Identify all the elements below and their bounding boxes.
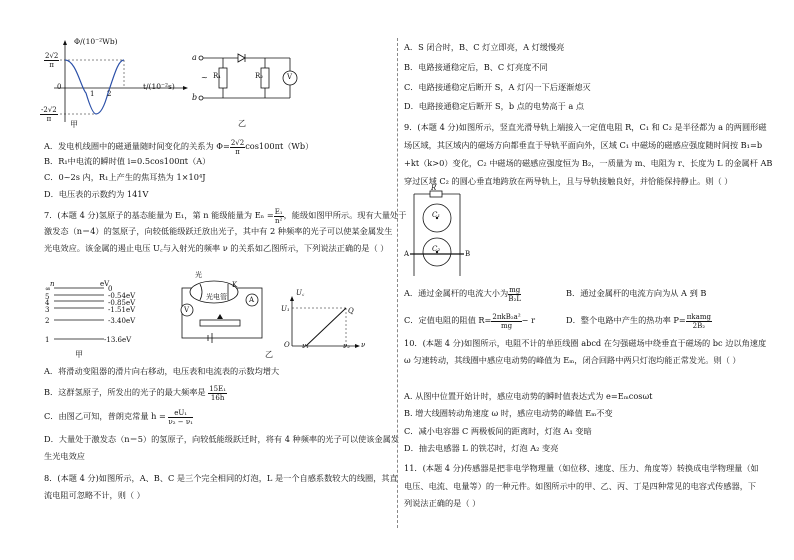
q7-stem-line3: 光电效应。该金属的遏止电压 U꜀与入射光的频率 ν 的关系如乙图所示，下列说法正确的是（ ） bbox=[44, 243, 389, 253]
graph-v2-label: ν₂ bbox=[343, 342, 351, 350]
q8-option-c: C．电路接通稳定后断开 S，A 灯闪一下后逐渐熄灭 bbox=[404, 82, 591, 92]
figure-caption-yi-q7: 乙 bbox=[265, 350, 273, 359]
q10-option-c: C．减小电容器 C 两极板间的距离时，灯泡 A₁ 变暗 bbox=[404, 426, 592, 436]
q7-stem-line2: 激发态（n＝4）的氢原子，向较低能级跃迁放出光子，其中有 2 种频率的光子可以使某金属发生 bbox=[44, 226, 393, 236]
photocell-tube-label: 光电管 bbox=[206, 293, 227, 301]
q6-option-b: B．R₁中电流的瞬时值 i=0.5cos100πt（A） bbox=[44, 156, 211, 166]
energy-level-5-n: 5 bbox=[45, 293, 50, 301]
q9-c1-label: C₁ bbox=[432, 211, 441, 219]
energy-level-3-n: 3 bbox=[45, 306, 50, 314]
q9-option-c: C．定值电阻的阻值 R= $\frac{\text{2πkB₂a²}}{mg}$ − r bbox=[404, 312, 536, 330]
flux-cosine-curve bbox=[65, 60, 124, 114]
q7-option-d-line1: D．大量处于激发态（n＝5）的氢原子，向较低能级跃迁时，将有 4 种频率的光子可以使该金属发 bbox=[44, 434, 399, 444]
circuit-r2-label: R₂ bbox=[255, 72, 264, 80]
rail-magnetic-field-figure bbox=[406, 186, 476, 278]
q9-stem-line4: 穿过区域 C₂ 的圆心垂直地跨放在两导轨上，且与导轨接触良好，并恰能保持静止。则（ ） bbox=[404, 176, 733, 186]
q7-option-b: B．这群氢原子，所发出的光子的最大频率是 $\frac{\text{15E₁}}{16h}$ bbox=[44, 384, 227, 402]
q7-stem-line1: 7．(本题 4 分)氢原子的基态能量为 E₁，第 n 能级能量为 Eₙ = $\frac{\text{E₁}}{\text{n²}}$ ，能级如图甲所示。现有大量处于 bbox=[44, 207, 407, 225]
q10-stem-line2: ω 匀速转动，其线圈中感应电动势的峰值为 Eₘ，闭合回路中两只灯泡均能正常发光。则（ ） bbox=[404, 355, 741, 365]
photocell-ammeter: A bbox=[249, 296, 255, 304]
energy-level-4-e: -0.85eV bbox=[108, 299, 136, 307]
q8-option-d: D．电路接通稳定后断开 S，b 点的电势高于 a 点 bbox=[404, 101, 585, 111]
photocell-k-label: K bbox=[232, 281, 238, 289]
q9-c2-label: C₂ bbox=[432, 245, 441, 253]
flux-x-label: t/(10⁻²s) bbox=[143, 82, 175, 91]
energy-level-5-e: -0.54eV bbox=[108, 292, 136, 300]
q9-stem-line1: 9．(本题 4 分)如图所示，竖直光滑导轨上端接入一定值电阻 R，C₁ 和 C₂ 是半径都为 a 的两圆形磁 bbox=[404, 122, 767, 132]
figure-caption-jia-q7: 甲 bbox=[75, 350, 83, 359]
q8-stem-line1: 8．(本题 4 分)如图所示，A、B、C 是三个完全相同的灯泡，L 是一个自感系数较大的线圈，其直 bbox=[44, 473, 398, 483]
q10-option-a: A. 从图中位置开始计时，感应电动势的瞬时值表达式为 e=Eₘcosωt bbox=[404, 391, 653, 401]
q9-stem-line3: +kt（k>0）变化，C₂ 中磁场的磁感应强度恒为 B₂，一质量为 m、电阻为 r、长度为 L 的金属杆 AB bbox=[404, 158, 773, 168]
energy-level-3-e: -1.51eV bbox=[108, 306, 136, 314]
q10-option-d: D．抽去电感器 L 的铁芯时，灯泡 A₂ 变亮 bbox=[404, 443, 559, 453]
flux-y-tick-pos: $\frac{2√2}{\pi}$ bbox=[45, 52, 59, 69]
flux-x-tick-1: 1 bbox=[90, 90, 95, 98]
q8-option-b: B．电路接通稳定后，B、C 灯亮度不同 bbox=[404, 62, 548, 72]
q9-rod-end-a: A bbox=[404, 250, 410, 258]
energy-n-header: n bbox=[50, 280, 55, 288]
flux-y-label: Φ/(10⁻²Wb) bbox=[74, 37, 118, 46]
q6-option-c: C．0~2s 内，R₁上产生的焦耳热为 1×10⁴J bbox=[44, 172, 206, 182]
circuit-terminal-a: a bbox=[192, 53, 197, 62]
q6-option-d: D．电压表的示数约为 141V bbox=[44, 189, 149, 199]
q10-option-b: B. 增大线圈转动角速度 ω 时，感应电动势的峰值 Eₘ不变 bbox=[404, 408, 613, 418]
column-divider bbox=[397, 38, 398, 528]
circuit-voltmeter: V bbox=[287, 73, 293, 81]
uc-nu-line bbox=[306, 308, 346, 346]
q9-stem-line2: 场区域，其区域内的磁场方向都垂直于导轨平面向外，区域 C₁ 中磁场的磁感应强度随时间按 B₁=b bbox=[404, 140, 763, 150]
photocell-circuit bbox=[176, 270, 271, 345]
flux-y-origin: 0 bbox=[57, 83, 62, 91]
flux-y-tick-neg: $\frac{-2√2}{\pi}$ bbox=[41, 106, 57, 123]
q6-option-a: A．发电机线圈中的磁通量随时间变化的关系为 Φ= $\frac{2√2}{\pi}$ cos100πt（Wb） bbox=[44, 138, 314, 156]
q9-rod-end-b: B bbox=[465, 250, 471, 258]
q8-stem-line2: 流电阻可忽略不计，则（ ） bbox=[44, 490, 145, 500]
graph-v-axis-label: ν bbox=[361, 341, 366, 349]
energy-level-2-e: -3.40eV bbox=[108, 317, 136, 325]
circuit-ac-symbol: ~ bbox=[201, 73, 208, 82]
circuit-r1-label: R₁ bbox=[213, 72, 222, 80]
graph-u1-label: U₁ bbox=[281, 305, 290, 313]
q7-option-c: C．由图乙可知，普朗克常量 h = $\frac{\text{eU₁}}{\text{ν₂ − ν₁}}$ bbox=[44, 408, 193, 426]
graph-origin-label: O bbox=[284, 341, 290, 349]
energy-level-inf-e: 0 bbox=[108, 285, 113, 293]
flux-x-tick-2: 2 bbox=[107, 90, 112, 98]
q7-option-d-line2: 生光电效应 bbox=[44, 451, 85, 461]
figure-caption-jia: 甲 bbox=[70, 120, 78, 129]
energy-level-1-e: -13.6eV bbox=[104, 336, 132, 344]
circuit-terminal-b: b bbox=[192, 93, 198, 102]
q9-resistor-label: R bbox=[431, 184, 437, 192]
photocell-light-label: 光 bbox=[195, 271, 202, 279]
energy-level-inf-n: ∞ bbox=[45, 285, 51, 293]
graph-v1-label: ν₁ bbox=[302, 342, 310, 350]
q7-option-a: A．将滑动变阻器的滑片向右移动，电压表和电流表的示数均增大 bbox=[44, 366, 280, 376]
energy-level-2-n: 2 bbox=[45, 317, 50, 325]
graph-uc-label: U꜀ bbox=[296, 289, 305, 297]
q11-stem-line1: 11．(本题 4 分)传感器是把非电学物理量（如位移、速度、压力、角度等）转换成电学物理量（如 bbox=[404, 463, 759, 473]
figure-caption-yi: 乙 bbox=[238, 119, 246, 128]
q11-stem-line2: 电压、电流、电量等）的一种元件。如图所示中的甲、乙、丙、丁是四种常见的电容式传感器，下 bbox=[404, 481, 757, 491]
q9-option-a: A．通过金属杆的电流大小为 $\frac{mg}{\text{B₂L}}$ bbox=[404, 285, 522, 303]
energy-level-4-n: 4 bbox=[45, 299, 50, 307]
q9-option-b: B．通过金属杆的电流方向为从 A 到 B bbox=[566, 288, 707, 298]
graph-q-label: Q bbox=[348, 307, 354, 315]
q10-stem-line1: 10．(本题 4 分)如图所示，电阻不计的单匝线圈 abcd 在匀强磁场中绕垂直于磁场的 bc 边以角速度 bbox=[404, 338, 767, 348]
q11-stem-line3: 列说法正确的是（ ） bbox=[404, 498, 481, 508]
q9-option-d: D．整个电路中产生的热功率 P= $\frac{\text{πkamg}}{\text{2B₂}}$ bbox=[566, 312, 711, 330]
photocell-voltmeter: V bbox=[184, 306, 190, 314]
energy-level-1-n: 1 bbox=[45, 336, 50, 344]
energy-ev-header: eV bbox=[100, 280, 110, 288]
q8-option-a: A．S 闭合时，B、C 灯立即亮，A 灯缓慢亮 bbox=[404, 42, 565, 52]
